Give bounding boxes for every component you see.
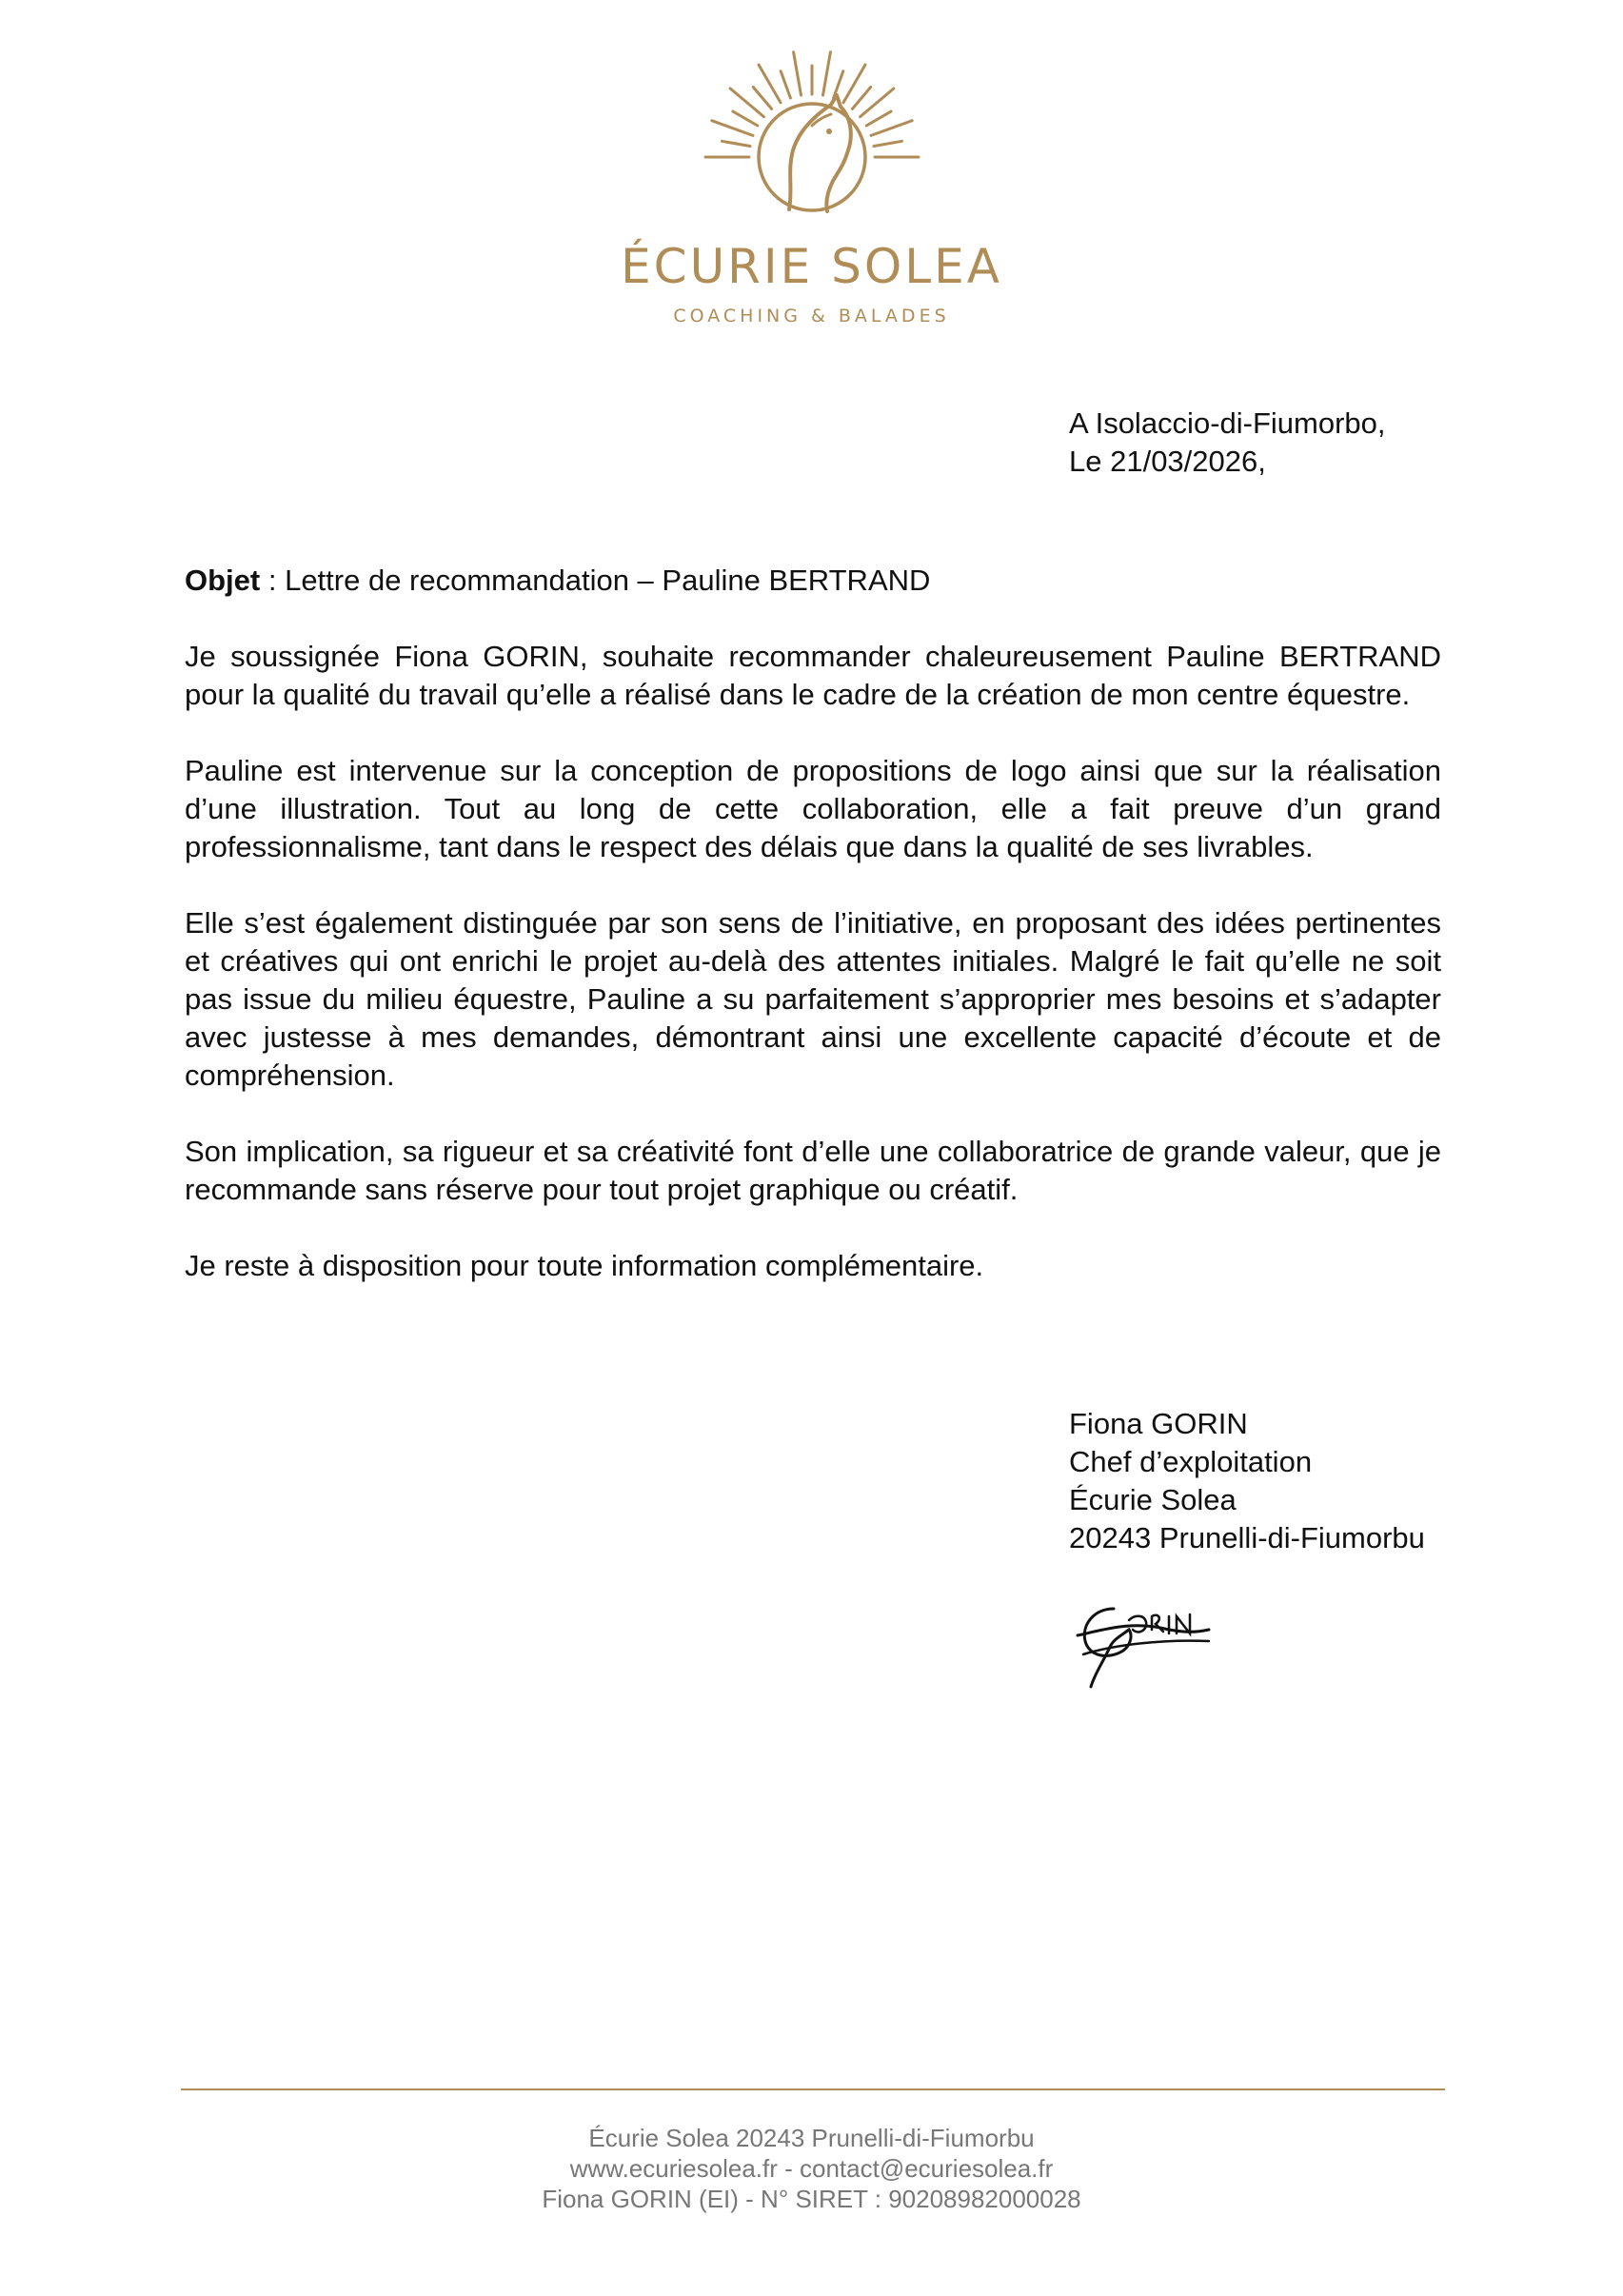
sun-ray [874,141,902,146]
letter-footer [0,2123,1623,2214]
letter-paragraph: Pauline est intervenue sur la conception de propositions de logo ainsi que sur la réalisation d’une illustration. Tout au long de cette collaboration, elle a fait preuve d’un grand professionnalisme, tant dans le respect des délais que dans la qualité de ses livrables. [185,754,1441,863]
signer-address: 20243 Prunelli-di-Fiumorbu [1069,1521,1425,1554]
signature-block [1069,1405,1425,1557]
letter-paragraph: Je soussignée Fiona GORIN, souhaite recommander chaleureusement Pauline BERTRAND pour la qualité du travail qu’elle a réalisé dans le cadre de la création de mon centre équestre. [185,640,1441,711]
footer-address: Écurie Solea 20243 Prunelli-di-Fiumorbu [588,2124,1035,2152]
sun-ray [722,141,750,146]
letter-paragraph: Elle s’est également distinguée par son sens de l’initiative, en proposant des idées pertinentes et créatives qui ont enrichi le projet au-delà des attentes initiales. Malgré le fait qu’elle ne soit pas issue du milieu équestre, Pauline a su parfaitement s’approprier mes besoins et s’adapter avec justesse à mes demandes, démontrant ainsi une excellente capacité d’écoute et de compréhension. [185,906,1441,1092]
brand-name: ÉCURIE SOLEA [621,239,1002,294]
letterhead-logo [0,29,1623,327]
place-date-block [1069,405,1386,481]
letter-paragraph: Son implication, sa rigueur et sa créativité font d’elle une collaboratrice de grande valeur, que je recommande sans réserve pour tout projet graphique ou créatif. [185,1135,1441,1206]
letter-subject [185,562,1441,600]
sun-ray [781,71,790,98]
sun-ray [822,52,830,95]
letter-place: A Isolaccio-di-Fiumorbo, [1069,406,1386,440]
letter-paragraph: Je reste à disposition pour toute information complémentaire. [185,1249,984,1282]
sun-ray [753,88,771,109]
sun-ray [871,121,912,136]
sun-ray [793,52,801,95]
letter-body [185,562,1441,1323]
sun-ray [833,71,842,98]
brand-tagline: COACHING & BALADES [673,306,950,327]
sun-ray [732,111,757,126]
signer-role: Chef d’exploitation [1069,1445,1313,1478]
footer-divider [181,2088,1445,2090]
sun-ray [711,121,752,136]
sun-horse-head-icon [698,29,926,228]
handwritten-signature [1076,1592,1218,1696]
letter-date: Le 21/03/2026, [1069,445,1266,478]
signer-company: Écurie Solea [1069,1483,1237,1516]
sun-ray [866,111,891,126]
footer-contact: www.ecuriesolea.fr - contact@ecuriesolea.fr [569,2154,1054,2183]
footer-siret: Fiona GORIN (EI) - N° SIRET : 90208982000028 [542,2185,1081,2213]
sun-ray [852,88,870,109]
subject-label: Objet [185,564,261,597]
handwritten-signature-icon [1076,1592,1218,1696]
subject-text: : Lettre de recommandation – Pauline BERTRAND [260,564,931,597]
signer-name: Fiona GORIN [1069,1407,1248,1440]
